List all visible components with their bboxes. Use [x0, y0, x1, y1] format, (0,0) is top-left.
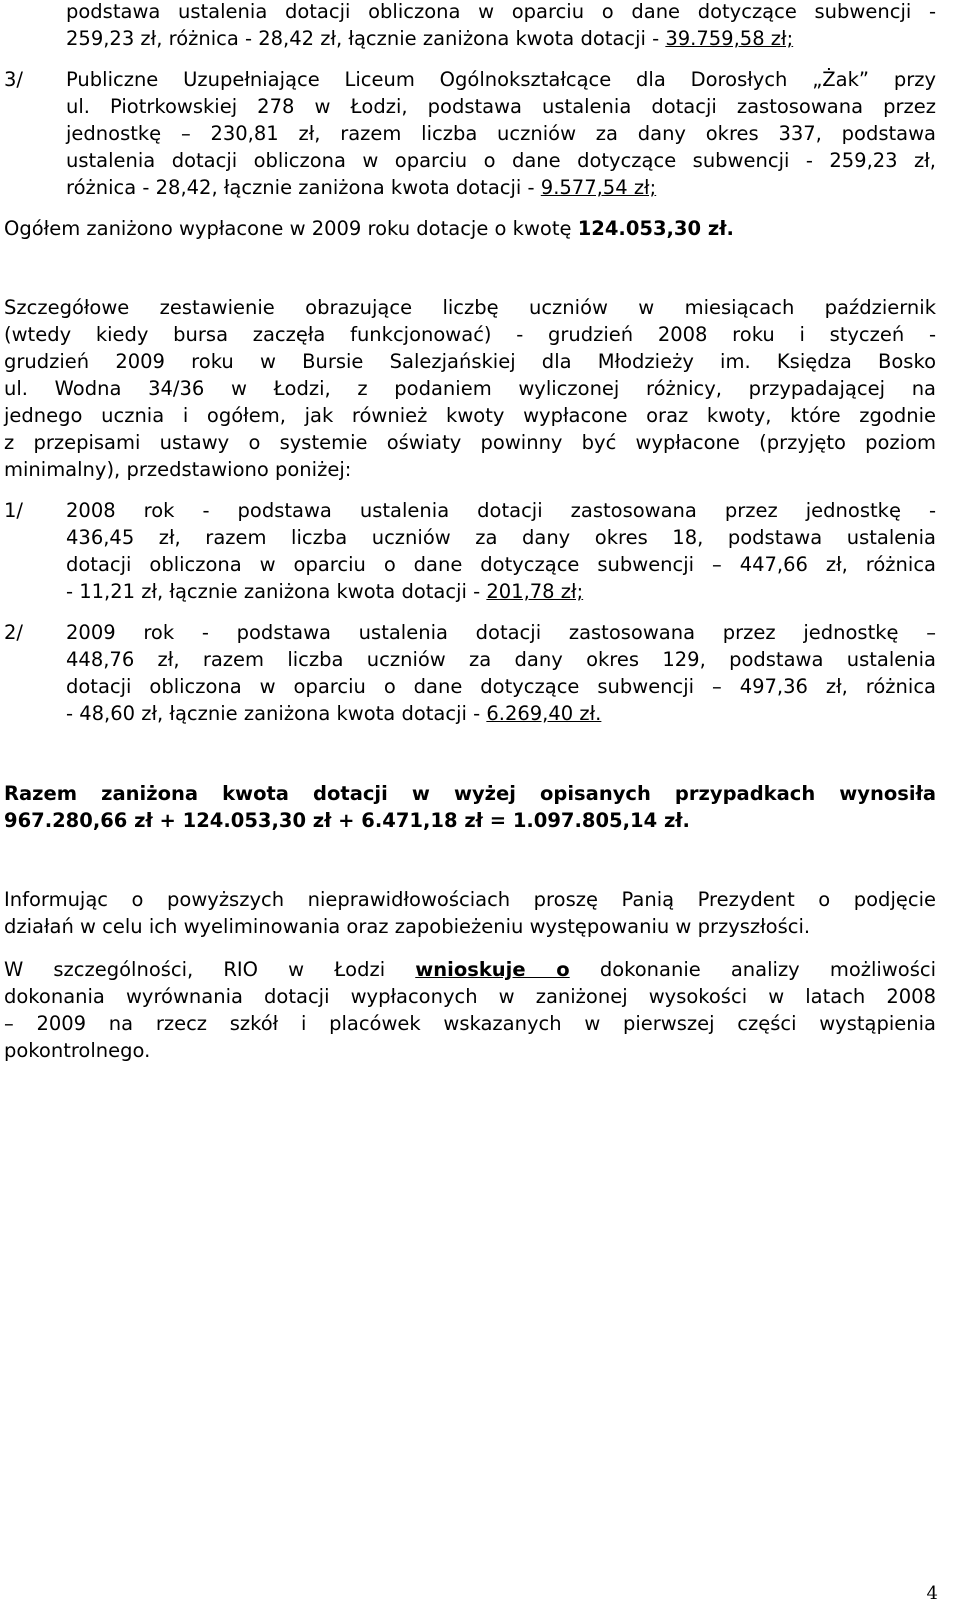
year-2009-line: 2009 rok - podstawa ustalenia dotacji zastosowana przez jednostkę – [66, 621, 936, 644]
details-line: (wtedy kiedy bursa zaczęła funkcjonować) - grudzień 2008 roku i styczeń - [4, 323, 936, 346]
year-2008-line: - 11,21 zł, łącznie zaniżona kwota dotacji - 201,78 zł; [66, 580, 584, 603]
year-2009-line: dotacji obliczona w oparciu o dane dotyczące subwencji – 497,36 zł, różnica [66, 675, 936, 698]
year-2008-line: 436,45 zł, razem liczba uczniów za dany okres 18, podstawa ustalenia [66, 526, 936, 549]
item-number: 2/ [4, 621, 23, 644]
details-line: jednego ucznia i ogółem, jak również kwoty wypłacone oraz kwoty, które zgodnie [4, 404, 936, 427]
details-line: minimalny), przedstawiono poniżej: [4, 458, 352, 481]
item3-line: Publiczne Uzupełniające Liceum Ogólnokształcące dla Dorosłych „Żak” przy [66, 68, 936, 91]
year-2008-line: 2008 rok - podstawa ustalenia dotacji zastosowana przez jednostkę - [66, 499, 936, 522]
request-line: Informując o powyższych nieprawidłowościach proszę Panią Prezydent o podjęcie [4, 888, 936, 911]
conclusion-line: – 2009 na rzecz szkół i placówek wskazanych w pierwszej części wystąpienia [4, 1012, 936, 1035]
item3-line: różnica - 28,42, łącznie zaniżona kwota dotacji - 9.577,54 zł; [66, 176, 657, 199]
conclusion-line: dokonania wyrównania dotacji wypłaconych w zaniżonej wysokości w latach 2008 [4, 985, 936, 1008]
grand-total-line: Razem zaniżona kwota dotacji w wyżej opisanych przypadkach wynosiła [4, 782, 936, 805]
year-2008-line: dotacji obliczona w oparciu o dane dotyczące subwencji – 447,66 zł, różnica [66, 553, 936, 576]
prev-item-line: podstawa ustalenia dotacji obliczona w oparciu o dane dotyczące subwencji - [66, 0, 936, 23]
item3-line: ustalenia dotacji obliczona w oparciu o dane dotyczące subwencji - 259,23 zł, [66, 149, 936, 172]
item-number: 1/ [4, 499, 23, 522]
year-2009-line: 448,76 zł, razem liczba uczniów za dany okres 129, podstawa ustalenia [66, 648, 936, 671]
item3-line: jednostkę – 230,81 zł, razem liczba uczniów za dany okres 337, podstawa [66, 122, 936, 145]
total-line: Ogółem zaniżono wypłacone w 2009 roku dotacje o kwotę 124.053,30 zł. [4, 217, 734, 240]
details-line: ul. Wodna 34/36 w Łodzi, z podaniem wyliczonej różnicy, przypadającej na [4, 377, 936, 400]
item3-amount: 9.577,54 zł; [540, 176, 657, 199]
page-number: 4 [926, 1583, 938, 1604]
prev-item-line: 259,23 zł, różnica - 28,42 zł, łącznie zaniżona kwota dotacji - 39.759,58 zł; [66, 27, 794, 50]
year-2009-amount: 6.269,40 zł. [486, 702, 602, 725]
item-number: 3/ [4, 68, 23, 91]
conclusion-line: W szczególności, RIO w Łodzi wnioskuje o dokonanie analizy możliwości [4, 958, 937, 981]
item3-line: ul. Piotrkowskiej 278 w Łodzi, podstawa ustalenia dotacji zastosowana przez [66, 95, 936, 118]
conclusion-emphasis: wnioskuje o [415, 958, 570, 981]
details-line: z przepisami ustawy o systemie oświaty powinny być wypłacone (przyjęto poziom [4, 431, 936, 454]
total-amount: 124.053,30 zł. [577, 217, 734, 240]
grand-total-sum: 967.280,66 zł + 124.053,30 zł + 6.471,18 zł = 1.097.805,14 zł. [4, 809, 690, 832]
year-2008-amount: 201,78 zł; [486, 580, 584, 603]
prev-item-amount: 39.759,58 zł; [665, 27, 794, 50]
conclusion-line: pokontrolnego. [4, 1039, 151, 1062]
details-line: Szczegółowe zestawienie obrazujące liczbę uczniów w miesiącach październik [4, 296, 936, 319]
details-line: grudzień 2009 roku w Bursie Salezjańskiej dla Młodzieży im. Księdza Bosko [4, 350, 936, 373]
year-2009-line: - 48,60 zł, łącznie zaniżona kwota dotacji - 6.269,40 zł. [66, 702, 602, 725]
request-line: działań w celu ich wyeliminowania oraz zapobieżeniu występowaniu w przyszłości. [4, 915, 811, 938]
